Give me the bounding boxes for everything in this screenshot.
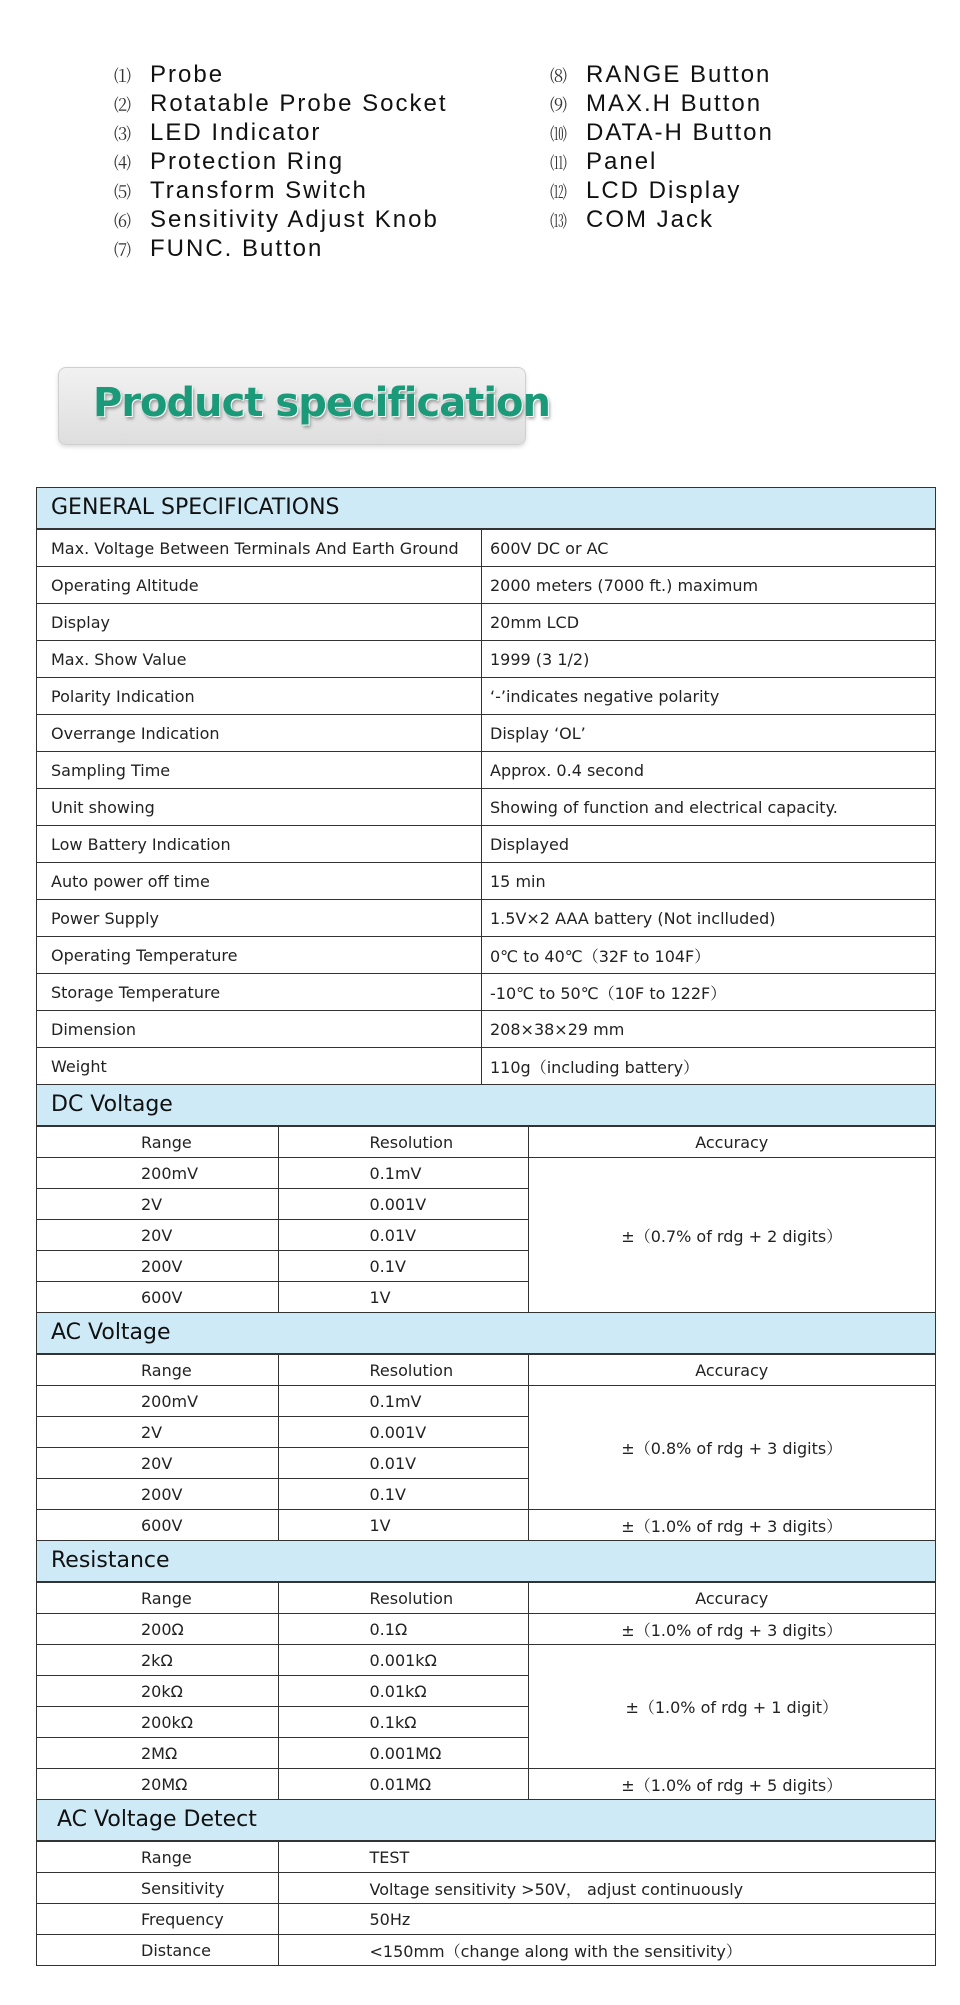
dc-voltage-table (37, 1126, 935, 1313)
table-row: 600V 1V ±（1.0% of rdg + 3 digits） (37, 1510, 935, 1541)
part-item: ⑸ Transform Switch (114, 177, 368, 204)
table-row: 200mV 0.1mV ±（0.8% of rdg + 3 digits） (37, 1386, 935, 1417)
banner-title: Product specification (93, 380, 550, 426)
table-row: Distance <150mm（change along with the sensitivity） (37, 1935, 935, 1966)
table-row: 600V 1V (37, 1282, 935, 1313)
part-item: ⑼ MAX.H Button (550, 90, 763, 117)
table-row: Frequency 50Hz (37, 1904, 935, 1935)
table-row: Max. Show Value 1999 (3 1/2) (37, 641, 935, 678)
table-row: 200kΩ 0.1kΩ (37, 1707, 935, 1738)
product-specification-banner (58, 367, 550, 445)
resistance-header: Resistance (37, 1541, 935, 1582)
parts-column-right (550, 60, 774, 234)
part-item: ⑿ LCD Display (550, 177, 742, 204)
parts-legend (114, 60, 874, 270)
part-item: ⑹ Sensitivity Adjust Knob (114, 206, 439, 233)
part-item: ⑾ Panel (550, 148, 658, 175)
dc-voltage-header: DC Voltage (37, 1085, 935, 1126)
table-row: 20V 0.01V (37, 1448, 935, 1479)
table-row: Sampling Time Approx. 0.4 second (37, 752, 935, 789)
table-row: 20MΩ 0.01MΩ ±（1.0% of rdg + 5 digits） (37, 1769, 935, 1800)
table-row: 2V 0.001V (37, 1417, 935, 1448)
table-row: Max. Voltage Between Terminals And Earth Ground 600V DC or AC (37, 530, 935, 567)
table-row: Operating Temperature 0℃ to 40℃（32F to 104F） (37, 937, 935, 974)
part-item: ⑺ FUNC. Button (114, 235, 324, 262)
ac-voltage-table (37, 1354, 935, 1541)
table-row: Power Supply 1.5V×2 AAA battery (Not inclluded) (37, 900, 935, 937)
table-row: 200V 0.1V (37, 1479, 935, 1510)
table-row: Display 20mm LCD (37, 604, 935, 641)
table-row: Operating Altitude 2000 meters (7000 ft.) maximum (37, 567, 935, 604)
table-row: 20V 0.01V (37, 1220, 935, 1251)
table-row: 200Ω 0.1Ω ±（1.0% of rdg + 3 digits） (37, 1614, 935, 1645)
part-item: ⒀ COM Jack (550, 206, 715, 233)
specifications-table (36, 487, 936, 1966)
table-row: Range TEST (37, 1842, 935, 1873)
table-row: Low Battery Indication Displayed (37, 826, 935, 863)
general-specifications-header: GENERAL SPECIFICATIONS (37, 488, 935, 529)
table-row: Polarity Indication ‘-’indicates negative polarity (37, 678, 935, 715)
part-item: ⑵ Rotatable Probe Socket (114, 90, 448, 117)
part-item: ⑻ RANGE Button (550, 61, 772, 88)
ac-voltage-header: AC Voltage (37, 1313, 935, 1354)
table-row: Unit showing Showing of function and electrical capacity. (37, 789, 935, 826)
table-row: 2kΩ 0.001kΩ ±（1.0% of rdg + 1 digit） (37, 1645, 935, 1676)
part-item: ⑷ Protection Ring (114, 148, 345, 175)
table-header-row: Range Resolution Accuracy (37, 1355, 935, 1386)
table-row: 2MΩ 0.001MΩ (37, 1738, 935, 1769)
table-row: Sensitivity Voltage sensitivity >50V， adjust continuously (37, 1873, 935, 1904)
part-item: ⑶ LED Indicator (114, 119, 322, 146)
resistance-table (37, 1582, 935, 1800)
table-row: Storage Temperature -10℃ to 50℃（10F to 122F） (37, 974, 935, 1011)
parts-column-left (114, 60, 448, 263)
table-row: 20kΩ 0.01kΩ (37, 1676, 935, 1707)
part-item: ⑴ Probe (114, 61, 225, 88)
table-header-row: Range Resolution Accuracy (37, 1583, 935, 1614)
table-row: Overrange Indication Display ‘OL’ (37, 715, 935, 752)
table-row: Auto power off time 15 min (37, 863, 935, 900)
table-header-row: Range Resolution Accuracy (37, 1127, 935, 1158)
ac-voltage-detect-table (37, 1841, 935, 1966)
part-item: ⑽ DATA-H Button (550, 119, 774, 146)
table-row: 200V 0.1V (37, 1251, 935, 1282)
general-specifications-table (37, 529, 935, 1085)
ac-voltage-detect-header: AC Voltage Detect (37, 1800, 935, 1841)
table-row: Weight 110g（including battery） (37, 1048, 935, 1085)
table-row: 200mV 0.1mV ±（0.7% of rdg + 2 digits） (37, 1158, 935, 1189)
table-row: 2V 0.001V (37, 1189, 935, 1220)
table-row: Dimension 208×38×29 mm (37, 1011, 935, 1048)
